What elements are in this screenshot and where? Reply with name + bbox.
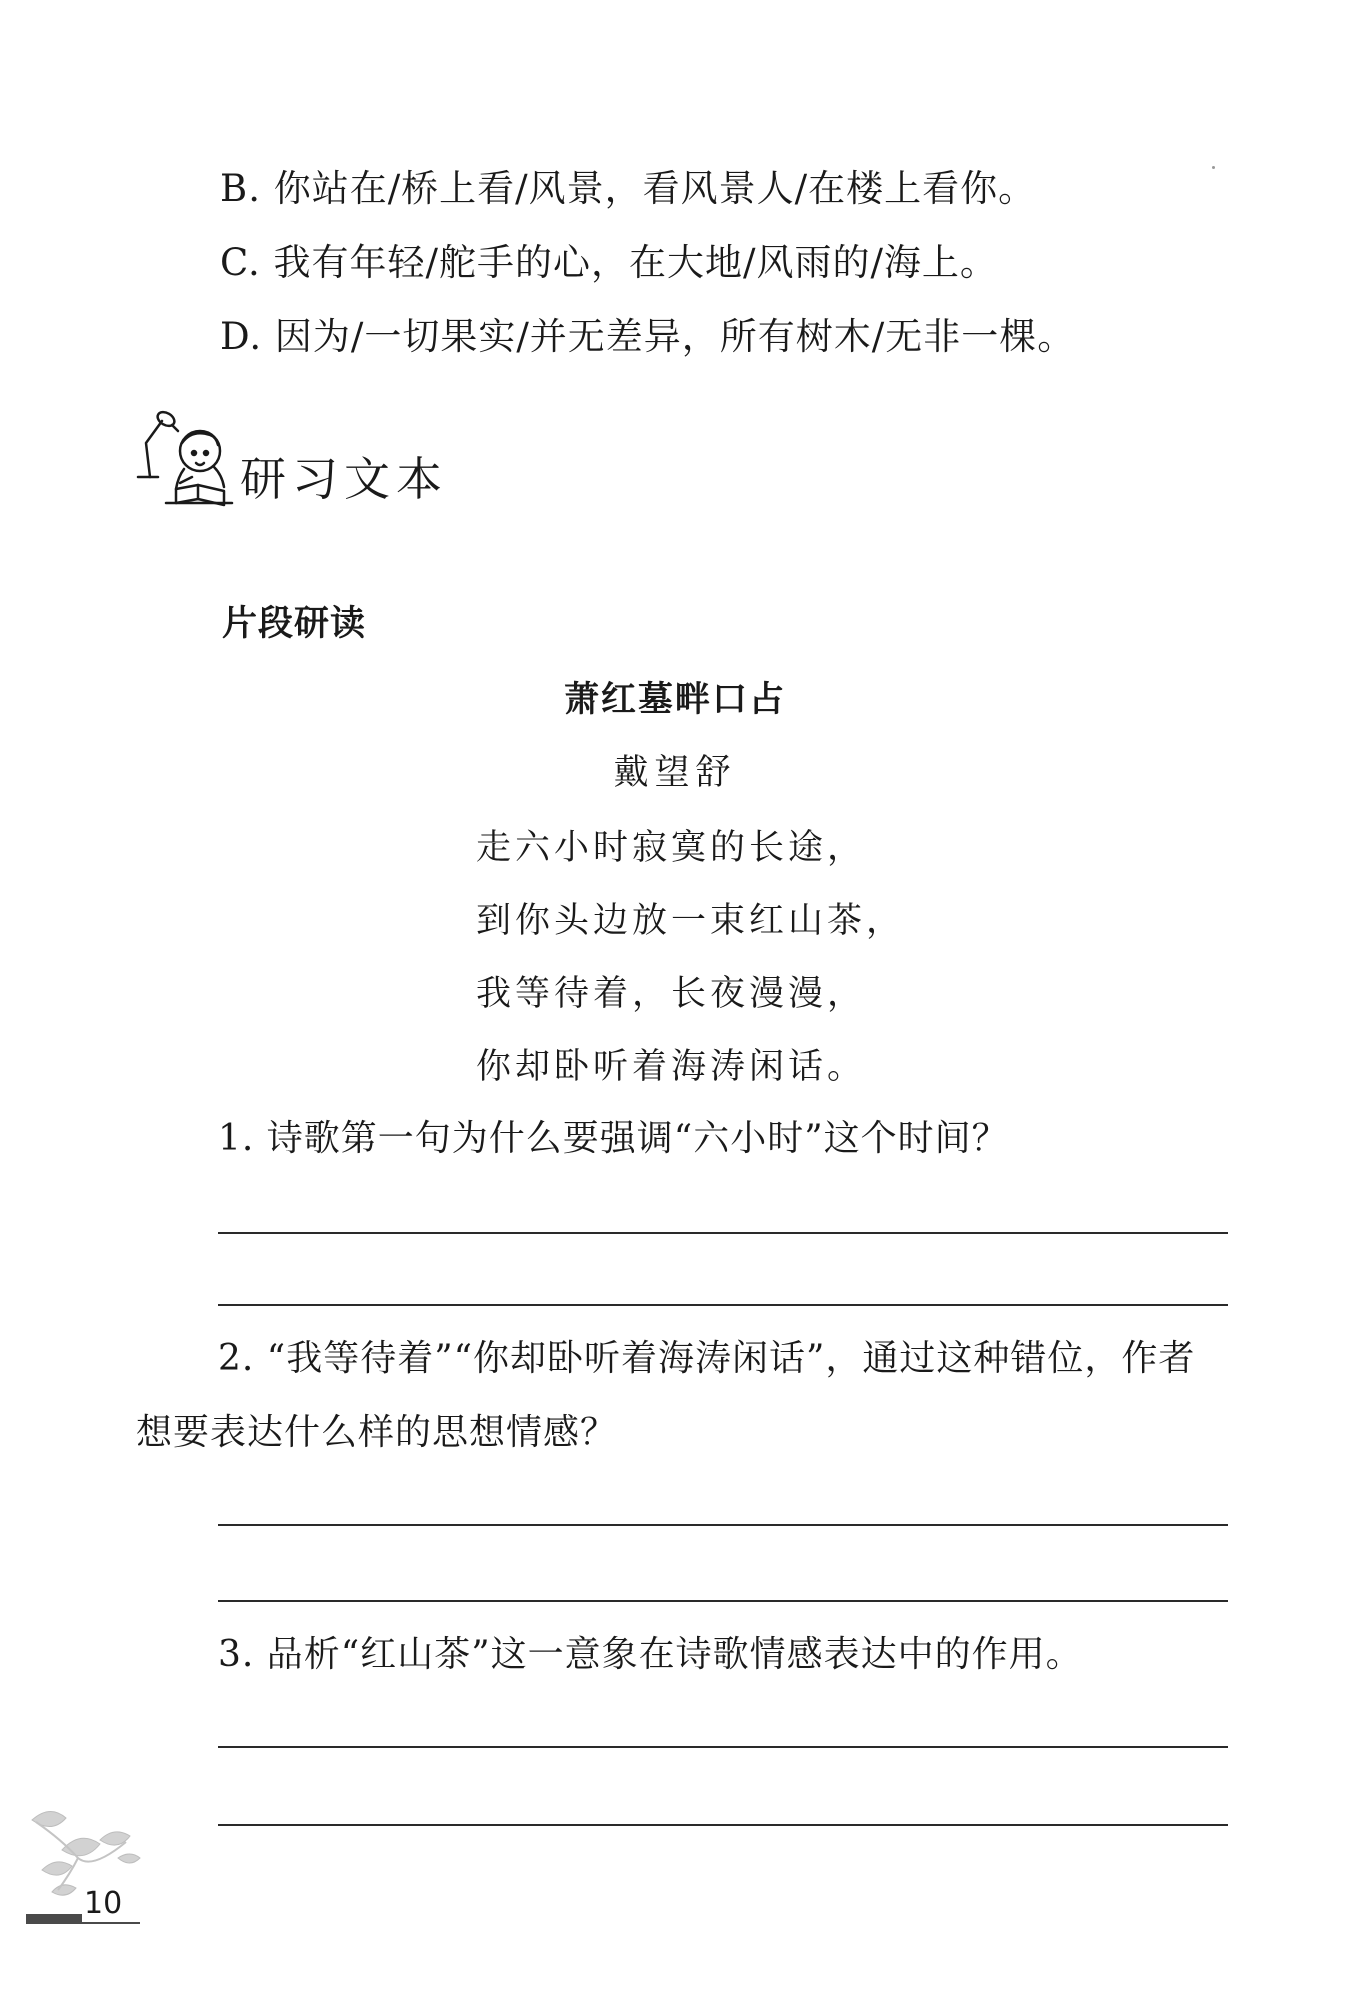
option-d — [220, 306, 1075, 360]
question-3: 3. 品析“红山茶”这一意象在诗歌情感表达中的作用。 — [218, 1634, 1083, 1675]
print-speck — [1212, 166, 1215, 169]
poem-title: 萧红墓畔口占 — [563, 680, 786, 720]
answer-line[interactable] — [218, 1304, 1228, 1306]
poem-line: 到你头边放一束红山茶， — [476, 901, 906, 941]
option-letter: D. — [220, 315, 263, 358]
option-letter: B. — [220, 167, 261, 210]
option-c — [220, 232, 998, 286]
section-title: 研习文本 — [240, 452, 448, 506]
page-number: 10 — [84, 1886, 123, 1921]
poem-line: 走六小时寂寞的长途， — [476, 828, 867, 868]
poem-author: 戴望舒 — [613, 753, 737, 793]
subsection-heading: 片段研读 — [222, 604, 367, 644]
student-reading-lamp-icon — [132, 405, 242, 515]
option-letter: C. — [220, 241, 261, 284]
poem-line: 你却卧听着海涛闲话。 — [476, 1047, 867, 1087]
page-number-bar — [26, 1914, 82, 1924]
answer-line[interactable] — [218, 1824, 1228, 1826]
option-text: 你站在/桥上看/风景，看风景人/在楼上看你。 — [273, 167, 1037, 210]
page-number-rule — [82, 1922, 140, 1924]
option-text: 我有年轻/舵手的心，在大地/风雨的/海上。 — [273, 241, 998, 284]
question-2-continued: 想要表达什么样的思想情感？ — [136, 1412, 618, 1453]
answer-line[interactable] — [218, 1232, 1228, 1234]
section-header — [132, 405, 492, 515]
question-2: 2. “我等待着”“你却卧听着海涛闲话”，通过这种错位，作者 — [218, 1338, 1196, 1379]
answer-line[interactable] — [218, 1746, 1228, 1748]
option-text: 因为/一切果实/并无差异，所有树木/无非一棵。 — [274, 315, 1076, 358]
question-1: 1. 诗歌第一句为什么要强调“六小时”这个时间？ — [218, 1118, 1009, 1159]
option-b — [220, 158, 1036, 212]
poem-line: 我等待着，长夜漫漫， — [476, 974, 867, 1014]
answer-line[interactable] — [218, 1524, 1228, 1526]
answer-line[interactable] — [218, 1600, 1228, 1602]
